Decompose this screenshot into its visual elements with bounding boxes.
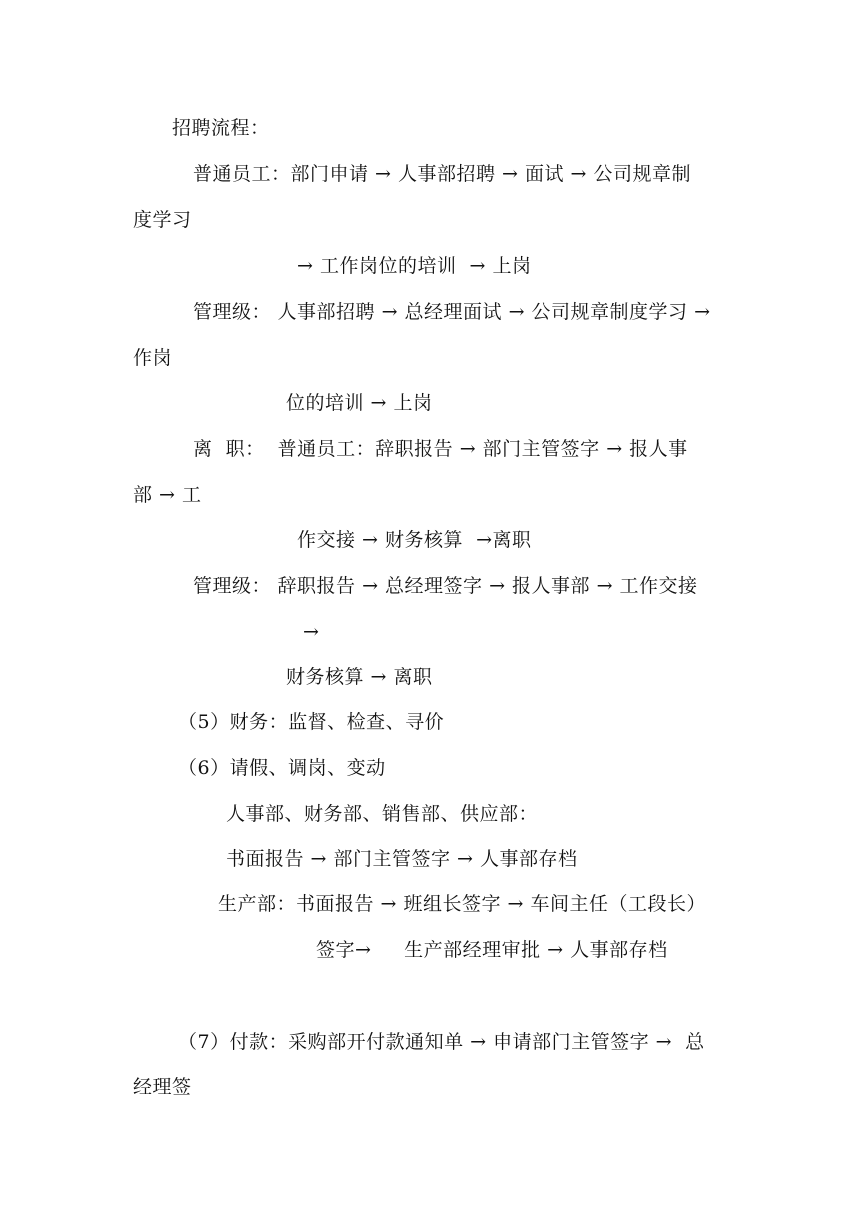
resignation-regular-wrap: 部 → 工	[133, 484, 202, 506]
management-recruitment-line: 管理级： 人事部招聘 → 总经理面试 → 公司规章制度学习 →	[193, 301, 711, 323]
resignation-management-continuation: 财务核算 → 离职	[286, 666, 433, 688]
resignation-regular-line: 离 职： 普通员工：辞职报告 → 部门主管签字 → 报人事	[193, 438, 688, 460]
management-recruitment-wrap: 作岗	[133, 347, 173, 369]
resignation-management-arrow: →	[303, 621, 320, 643]
regular-staff-recruitment-wrap: 度学习	[133, 209, 192, 231]
resignation-management-line: 管理级： 辞职报告 → 总经理签字 → 报人事部 → 工作交接	[193, 575, 698, 597]
finance-section: （5）财务：监督、检查、寻价	[178, 711, 445, 733]
leave-transfer-section: （6）请假、调岗、变动	[178, 757, 386, 779]
production-process-line: 生产部：书面报告 → 班组长签字 → 车间主任（工段长）	[218, 893, 706, 915]
resignation-regular-continuation: 作交接 → 财务核算 →离职	[297, 529, 532, 551]
payment-section: （7）付款：采购部开付款通知单 → 申请部门主管签字 → 总	[178, 1031, 705, 1053]
production-process-continuation: 签字→ 生产部经理审批 → 人事部存档	[316, 939, 668, 961]
regular-staff-recruitment-continuation: → 工作岗位的培训 → 上岗	[297, 255, 532, 277]
recruitment-process-heading: 招聘流程：	[172, 117, 270, 139]
management-recruitment-continuation: 位的培训 → 上岗	[286, 392, 433, 414]
departments-process: 书面报告 → 部门主管签字 → 人事部存档	[226, 848, 578, 870]
payment-section-wrap: 经理签	[133, 1076, 192, 1098]
departments-list: 人事部、财务部、销售部、供应部：	[226, 803, 539, 825]
regular-staff-recruitment-line: 普通员工：部门申请 → 人事部招聘 → 面试 → 公司规章制	[193, 163, 691, 185]
